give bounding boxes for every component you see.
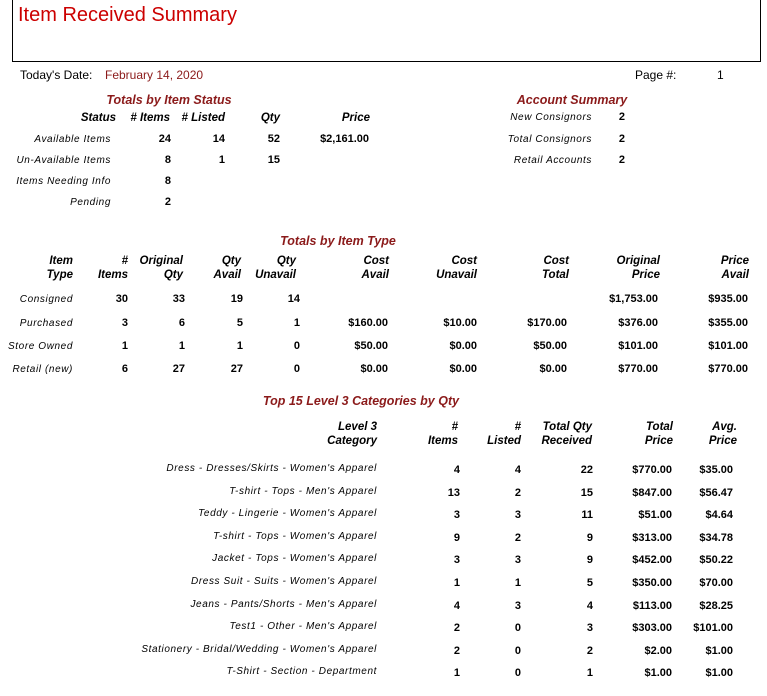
category-items-cell: 2 [453,645,460,657]
type-items-cell: 30 [115,293,128,305]
category-avg-price-cell: $34.78 [699,532,733,544]
account-row-value: 2 [618,133,625,145]
status-col-header: # Listed [181,112,225,124]
type-qty-unavail-cell: 14 [287,293,300,305]
category-avg-price-cell: $101.00 [693,622,733,634]
category-items-cell: 2 [453,622,460,634]
type-row-label: Retail (new) [12,364,73,375]
category-avg-price-cell: $4.64 [705,509,733,521]
category-row-label: Jeans - Pants/Shorts - Men's Apparel [190,599,377,610]
category-col-header: # Listed [487,421,521,447]
category-col-header: # Items [427,421,458,447]
category-items-cell: 9 [453,532,460,544]
type-col-header: Qty Avail [213,255,241,281]
category-col-header: Level 3 Category [327,421,377,447]
category-avg-price-cell: $1.00 [705,645,733,657]
type-items-cell: 1 [121,340,128,352]
category-listed-cell: 0 [514,645,521,657]
type-col-header: Item Type [46,255,73,281]
category-avg-price-cell: $35.00 [699,464,733,476]
type-orig-price-cell: $376.00 [618,317,658,329]
category-avg-price-cell: $28.25 [699,600,733,612]
status-items-cell: 2 [164,196,171,208]
category-col-header: Avg. Price [708,421,737,447]
type-orig-qty-cell: 27 [172,363,185,375]
type-cost-total-cell: $0.00 [539,363,567,375]
type-items-cell: 6 [121,363,128,375]
type-col-header: Cost Total [541,255,569,281]
account-row-label: New Consignors [510,112,592,123]
category-total-price-cell: $847.00 [632,487,672,499]
category-avg-price-cell: $70.00 [699,577,733,589]
category-items-cell: 13 [447,487,460,499]
type-qty-unavail-cell: 0 [293,363,300,375]
category-qty-cell: 11 [581,509,593,521]
status-row-label: Items Needing Info [16,176,111,187]
type-qty-avail-cell: 19 [230,293,243,305]
status-listed-cell: 14 [212,133,225,145]
status-col-header: Price [341,112,370,124]
category-listed-cell: 3 [514,600,521,612]
type-price-avail-cell: $770.00 [708,363,748,375]
type-qty-unavail-cell: 1 [293,317,300,329]
category-qty-cell: 22 [580,464,593,476]
type-cost-unavail-cell: $0.00 [449,340,477,352]
category-total-price-cell: $2.00 [644,645,672,657]
category-qty-cell: 3 [586,622,593,634]
category-qty-cell: 2 [586,645,593,657]
type-qty-avail-cell: 27 [230,363,243,375]
category-items-cell: 1 [453,667,460,679]
type-cost-unavail-cell: $0.00 [449,363,477,375]
type-orig-price-cell: $101.00 [618,340,658,352]
category-row-label: Dress - Dresses/Skirts - Women's Apparel [166,463,377,474]
category-total-price-cell: $452.00 [632,554,672,566]
type-orig-price-cell: $770.00 [618,363,658,375]
category-row-label: T-shirt - Tops - Women's Apparel [213,531,377,542]
type-cost-avail-cell: $160.00 [348,317,388,329]
type-qty-unavail-cell: 0 [293,340,300,352]
page-number: 1 [717,68,724,82]
category-row-label: Stationery - Bridal/Wedding - Women's Apparel [141,644,377,655]
category-row-label: Dress Suit - Suits - Women's Apparel [191,576,377,587]
type-orig-qty-cell: 1 [178,340,185,352]
category-row-label: T-Shirt - Section - Department [226,666,377,677]
type-cost-unavail-cell: $10.00 [443,317,477,329]
type-price-avail-cell: $355.00 [708,317,748,329]
account-row-label: Total Consignors [507,134,592,145]
type-cost-total-cell: $50.00 [533,340,567,352]
category-items-cell: 3 [453,554,460,566]
type-col-header: Price Avail [720,255,749,281]
category-total-price-cell: $313.00 [632,532,672,544]
category-qty-cell: 5 [586,577,593,589]
category-row-label: T-shirt - Tops - Men's Apparel [229,486,377,497]
status-section-title: Totals by Item Status [106,93,232,107]
account-row-label: Retail Accounts [513,155,592,166]
category-avg-price-cell: $56.47 [699,487,733,499]
type-cost-avail-cell: $0.00 [360,363,388,375]
category-listed-cell: 2 [514,487,521,499]
category-col-header: Total Qty Received [541,421,592,447]
category-row-label: Test1 - Other - Men's Apparel [229,621,377,632]
category-items-cell: 1 [453,577,460,589]
status-col-header: Status [80,112,116,124]
type-price-avail-cell: $101.00 [708,340,748,352]
status-row-label: Pending [70,197,111,208]
category-items-cell: 4 [453,464,460,476]
category-items-cell: 3 [453,509,460,521]
account-section-title: Account Summary [516,93,628,107]
type-orig-qty-cell: 6 [178,317,185,329]
type-cost-avail-cell: $50.00 [354,340,388,352]
report-title: Item Received Summary [18,4,237,26]
category-avg-price-cell: $50.22 [699,554,733,566]
type-price-avail-cell: $935.00 [708,293,748,305]
category-avg-price-cell: $1.00 [705,667,733,679]
status-row-label: Un-Available Items [16,155,111,166]
category-col-header: Total Price [644,421,673,447]
status-col-header: # Items [130,112,170,124]
category-total-price-cell: $113.00 [632,600,672,612]
type-row-label: Consigned [19,294,73,305]
status-qty-cell: 52 [267,133,280,145]
type-col-header: Original Price [616,255,660,281]
status-price-cell: $2,161.00 [320,133,369,145]
todays-date-label: Today's Date: [20,68,93,82]
type-col-header: Cost Unavail [436,255,477,281]
status-listed-cell: 1 [218,154,225,166]
category-listed-cell: 2 [514,532,521,544]
category-listed-cell: 4 [514,464,521,476]
category-total-price-cell: $303.00 [632,622,672,634]
status-items-cell: 8 [164,175,171,187]
type-col-header: # Items [97,255,128,281]
account-row-value: 2 [618,111,625,123]
category-row-label: Teddy - Lingerie - Women's Apparel [198,508,377,519]
category-total-price-cell: $51.00 [638,509,672,521]
category-qty-cell: 9 [586,532,593,544]
account-row-value: 2 [618,154,625,166]
status-row-label: Available Items [34,134,111,145]
type-cost-total-cell: $170.00 [527,317,567,329]
category-listed-cell: 0 [514,667,521,679]
status-col-header: Qty [260,112,280,124]
category-items-cell: 4 [453,600,460,612]
type-orig-price-cell: $1,753.00 [609,293,658,305]
type-qty-avail-cell: 1 [236,340,243,352]
category-section-title: Top 15 Level 3 Categories by Qty [262,394,460,408]
category-listed-cell: 0 [514,622,521,634]
category-qty-cell: 15 [580,487,593,499]
category-qty-cell: 9 [586,554,593,566]
type-row-label: Purchased [19,318,73,329]
type-items-cell: 3 [121,317,128,329]
category-total-price-cell: $770.00 [632,464,672,476]
status-items-cell: 8 [164,154,171,166]
category-qty-cell: 4 [586,600,593,612]
category-qty-cell: 1 [586,667,593,679]
type-section-title: Totals by Item Type [280,234,396,248]
todays-date-value: February 14, 2020 [105,68,204,82]
type-row-label: Store Owned [8,341,73,352]
type-qty-avail-cell: 5 [236,317,243,329]
type-orig-qty-cell: 33 [172,293,185,305]
category-total-price-cell: $350.00 [632,577,672,589]
category-row-label: Jacket - Tops - Women's Apparel [212,553,377,564]
type-col-header: Cost Avail [361,255,389,281]
category-listed-cell: 3 [514,509,521,521]
type-col-header: Qty Unavail [255,255,296,281]
status-qty-cell: 15 [267,154,280,166]
type-col-header: Original Qty [139,255,183,281]
category-total-price-cell: $1.00 [644,667,672,679]
category-listed-cell: 1 [514,577,521,589]
page-label: Page #: [635,68,677,82]
status-items-cell: 24 [158,133,171,145]
category-listed-cell: 3 [514,554,521,566]
